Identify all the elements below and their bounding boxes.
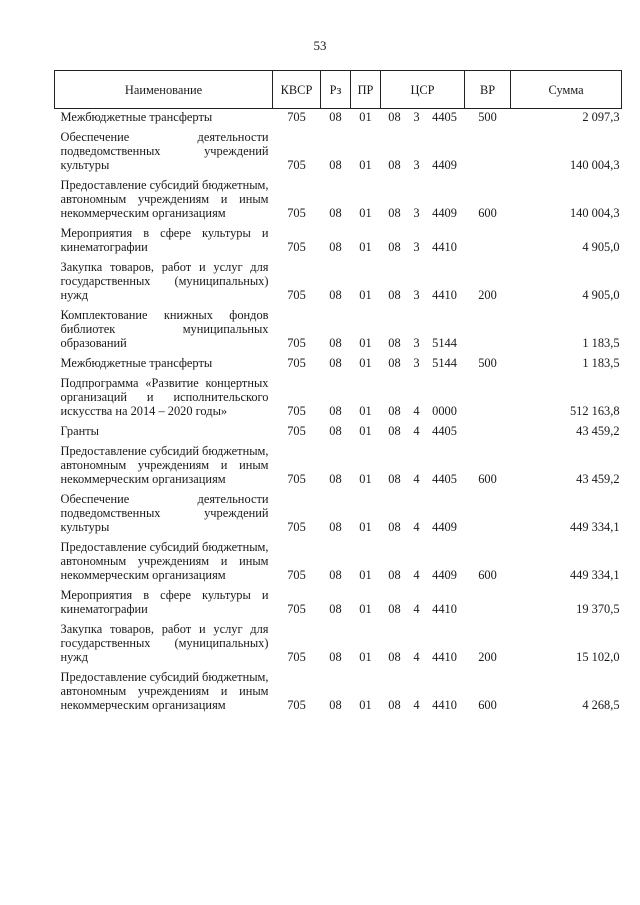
- cell-pr: 01: [359, 158, 372, 172]
- cell-sum: 2 097,3: [582, 110, 620, 124]
- cell-sum: 15 102,0: [576, 650, 620, 664]
- cell-kvsr: 705: [287, 206, 306, 220]
- cell-kvsr: 705: [287, 424, 306, 438]
- cell-csr-subprogram: 3: [413, 206, 420, 220]
- cell-rz: 08: [329, 110, 342, 124]
- cell-csr-code: 4409: [432, 568, 457, 582]
- cell-rz: 08: [329, 158, 342, 172]
- cell-pr: 01: [359, 472, 372, 486]
- cell-csr-subprogram: 3: [413, 110, 420, 124]
- cell-pr: 01: [359, 424, 372, 438]
- cell-rz: 08: [329, 698, 342, 712]
- cell-csr-subprogram: 4: [413, 568, 420, 582]
- cell-kvsr: 705: [287, 288, 306, 302]
- cell-rz: 08: [329, 240, 342, 254]
- cell-csr-code: 4409: [432, 158, 457, 172]
- cell-vr: 500: [478, 110, 497, 124]
- cell-sum: 512 163,8: [569, 404, 620, 418]
- cell-csr-code: 4405: [432, 110, 457, 124]
- cell-vr: 200: [478, 288, 497, 302]
- header-name: Наименование: [55, 71, 273, 109]
- cell-sum: 4 905,0: [582, 288, 620, 302]
- table-row: [55, 124, 622, 172]
- cell-name: Межбюджетные трансферты: [60, 110, 213, 124]
- cell-pr: 01: [359, 404, 372, 418]
- cell-csr-code: 4410: [432, 650, 457, 664]
- header-kvsr: КВСР: [273, 71, 321, 109]
- cell-csr-program: 08: [388, 158, 401, 172]
- table-row: [55, 534, 622, 582]
- cell-csr-code: 4410: [432, 240, 457, 254]
- cell-vr: [465, 418, 511, 438]
- cell-csr-program: 08: [388, 650, 401, 664]
- budget-table: [54, 70, 622, 712]
- cell-kvsr: 705: [287, 110, 306, 124]
- cell-csr-program: 08: [388, 568, 401, 582]
- table-body: [55, 109, 622, 713]
- page-number: 53: [313, 38, 327, 53]
- cell-name: Комплектование книжных фондов библиотек муниципальных образований: [60, 308, 269, 350]
- table-row: [55, 350, 622, 370]
- cell-csr-program: 08: [388, 424, 401, 438]
- table-row: [55, 418, 622, 438]
- cell-csr-code: 5144: [432, 336, 457, 350]
- cell-csr-program: 08: [388, 520, 401, 534]
- cell-sum: 43 459,2: [576, 472, 620, 486]
- cell-sum: 43 459,2: [576, 424, 620, 438]
- cell-kvsr: 705: [287, 404, 306, 418]
- cell-csr-subprogram: 4: [413, 472, 420, 486]
- cell-sum: 4 268,5: [582, 698, 620, 712]
- cell-vr: 600: [478, 206, 497, 220]
- table-row: [55, 438, 622, 486]
- cell-kvsr: 705: [287, 472, 306, 486]
- cell-pr: 01: [359, 698, 372, 712]
- cell-kvsr: 705: [287, 568, 306, 582]
- cell-kvsr: 705: [287, 520, 306, 534]
- cell-csr-program: 08: [388, 356, 401, 370]
- cell-vr: 500: [478, 356, 497, 370]
- cell-pr: 01: [359, 602, 372, 616]
- header-pr: ПР: [351, 71, 381, 109]
- cell-csr-program: 08: [388, 288, 401, 302]
- cell-pr: 01: [359, 520, 372, 534]
- header-vr: ВР: [465, 71, 511, 109]
- cell-rz: 08: [329, 568, 342, 582]
- cell-kvsr: 705: [287, 602, 306, 616]
- cell-pr: 01: [359, 240, 372, 254]
- cell-sum: 140 004,3: [569, 158, 620, 172]
- header-rz: Рз: [321, 71, 351, 109]
- cell-kvsr: 705: [287, 158, 306, 172]
- cell-csr-program: 08: [388, 206, 401, 220]
- cell-pr: 01: [359, 206, 372, 220]
- cell-name: Мероприятия в сфере культуры и кинематографии: [60, 588, 269, 616]
- cell-name: Предоставление субсидий бюджетным, автономным учреждениям и иным некоммерческим организациям: [60, 670, 269, 712]
- cell-vr: [465, 302, 511, 350]
- cell-rz: 08: [329, 472, 342, 486]
- cell-vr: [465, 220, 511, 254]
- cell-pr: 01: [359, 336, 372, 350]
- cell-rz: 08: [329, 404, 342, 418]
- cell-sum: 449 334,1: [569, 568, 620, 582]
- cell-rz: 08: [329, 336, 342, 350]
- cell-csr-subprogram: 3: [413, 240, 420, 254]
- cell-vr: [465, 486, 511, 534]
- cell-sum: 1 183,5: [582, 336, 620, 350]
- cell-csr-code: 4410: [432, 288, 457, 302]
- cell-csr-subprogram: 4: [413, 698, 420, 712]
- cell-csr-program: 08: [388, 336, 401, 350]
- cell-csr-subprogram: 3: [413, 288, 420, 302]
- cell-csr-code: 4409: [432, 206, 457, 220]
- cell-rz: 08: [329, 424, 342, 438]
- cell-name: Закупка товаров, работ и услуг для государственных (муниципальных) нужд: [60, 622, 269, 664]
- cell-vr: [465, 582, 511, 616]
- cell-pr: 01: [359, 356, 372, 370]
- cell-name: Предоставление субсидий бюджетным, автономным учреждениям и иным некоммерческим организациям: [60, 178, 269, 220]
- cell-csr-code: 4410: [432, 602, 457, 616]
- cell-csr-subprogram: 4: [413, 404, 420, 418]
- cell-csr-code: 4405: [432, 424, 457, 438]
- cell-name: Мероприятия в сфере культуры и кинематографии: [60, 226, 269, 254]
- table-row: [55, 664, 622, 712]
- cell-csr-subprogram: 4: [413, 650, 420, 664]
- table-row: [55, 109, 622, 125]
- cell-vr: 600: [478, 568, 497, 582]
- cell-pr: 01: [359, 568, 372, 582]
- cell-csr-subprogram: 4: [413, 602, 420, 616]
- cell-pr: 01: [359, 288, 372, 302]
- cell-rz: 08: [329, 602, 342, 616]
- cell-name: Гранты: [60, 424, 99, 438]
- cell-csr-code: 4409: [432, 520, 457, 534]
- header-sum: Сумма: [511, 71, 622, 109]
- table-header-row: [55, 71, 622, 109]
- cell-sum: 140 004,3: [569, 206, 620, 220]
- cell-rz: 08: [329, 520, 342, 534]
- cell-pr: 01: [359, 650, 372, 664]
- cell-csr-subprogram: 4: [413, 424, 420, 438]
- cell-name: Предоставление субсидий бюджетным, автономным учреждениям и иным некоммерческим организациям: [60, 444, 269, 486]
- cell-csr-program: 08: [388, 404, 401, 418]
- cell-vr: 600: [478, 698, 497, 712]
- cell-rz: 08: [329, 206, 342, 220]
- cell-name: Подпрограмма «Развитие концертных организаций и исполнительского искусства на 2014 – 2020 годы»: [60, 376, 269, 418]
- cell-rz: 08: [329, 356, 342, 370]
- cell-vr: 600: [478, 472, 497, 486]
- cell-csr-program: 08: [388, 698, 401, 712]
- cell-csr-program: 08: [388, 472, 401, 486]
- cell-kvsr: 705: [287, 698, 306, 712]
- cell-csr-code: 0000: [432, 404, 457, 418]
- cell-csr-code: 4410: [432, 698, 457, 712]
- cell-sum: 19 370,5: [576, 602, 620, 616]
- cell-kvsr: 705: [287, 336, 306, 350]
- header-csr: ЦСР: [381, 71, 465, 109]
- cell-name: Обеспечение деятельности подведомственных учреждений культуры: [60, 492, 269, 534]
- table-row: [55, 172, 622, 220]
- cell-csr-subprogram: 3: [413, 336, 420, 350]
- cell-name: Межбюджетные трансферты: [60, 356, 213, 370]
- cell-csr-code: 4405: [432, 472, 457, 486]
- table-row: [55, 582, 622, 616]
- table-row: [55, 254, 622, 302]
- cell-name: Закупка товаров, работ и услуг для государственных (муниципальных) нужд: [60, 260, 269, 302]
- table-row: [55, 302, 622, 350]
- cell-csr-program: 08: [388, 110, 401, 124]
- cell-rz: 08: [329, 288, 342, 302]
- cell-sum: 1 183,5: [582, 356, 620, 370]
- cell-rz: 08: [329, 650, 342, 664]
- cell-vr: 200: [478, 650, 497, 664]
- cell-pr: 01: [359, 110, 372, 124]
- cell-kvsr: 705: [287, 650, 306, 664]
- table-row: [55, 370, 622, 418]
- table-row: [55, 486, 622, 534]
- cell-sum: 449 334,1: [569, 520, 620, 534]
- cell-name: Предоставление субсидий бюджетным, автономным учреждениям и иным некоммерческим организациям: [60, 540, 269, 582]
- cell-kvsr: 705: [287, 356, 306, 370]
- cell-vr: [465, 370, 511, 418]
- cell-csr-program: 08: [388, 602, 401, 616]
- cell-csr-program: 08: [388, 240, 401, 254]
- table-row: [55, 616, 622, 664]
- cell-csr-subprogram: 3: [413, 356, 420, 370]
- cell-csr-code: 5144: [432, 356, 457, 370]
- cell-kvsr: 705: [287, 240, 306, 254]
- cell-name: Обеспечение деятельности подведомственных учреждений культуры: [60, 130, 269, 172]
- cell-csr-subprogram: 3: [413, 158, 420, 172]
- cell-vr: [465, 124, 511, 172]
- cell-sum: 4 905,0: [582, 240, 620, 254]
- table-row: [55, 220, 622, 254]
- cell-csr-subprogram: 4: [413, 520, 420, 534]
